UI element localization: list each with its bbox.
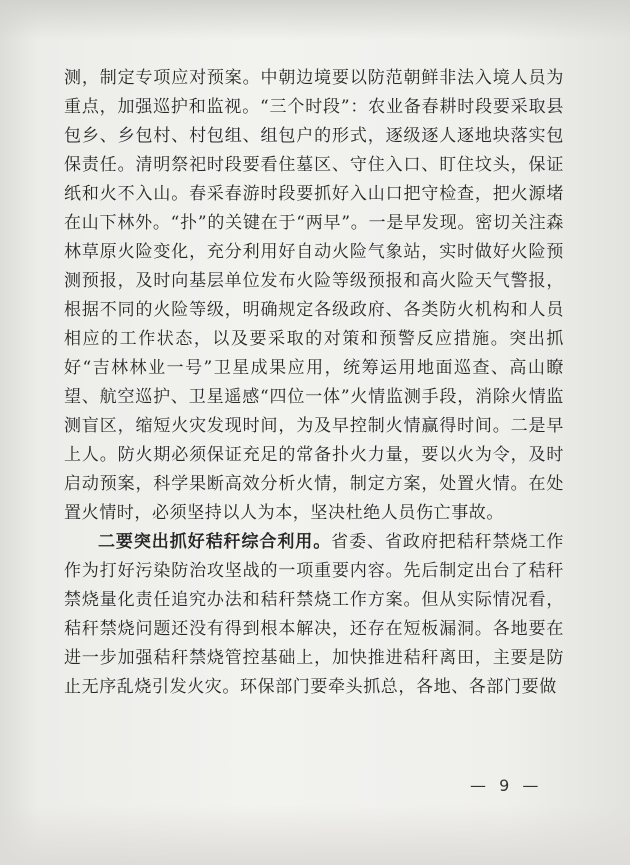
paragraph-straw-burning — [64, 528, 564, 702]
page-number: — 9 — — [470, 776, 543, 795]
scan-shadow — [0, 0, 630, 40]
document-body — [64, 64, 564, 702]
paragraph-body: 省委、省政府把秸秆禁烧工作作为打好污染防治攻坚战的一项重要内容。先后制定出台了秸秆禁烧量化责任追究办法和秸秆禁烧工作方案。但从实际情况看，秸秆禁烧问题还没有得到根本解决，还存在短板漏洞。各地要在进一步加强秸秆禁烧管控基础上，加快推进秸秆离田，主要是防止无序乱烧引发火灾。环保部门要牵头抓总，各地、各部门要做 — [64, 532, 564, 697]
scan-bottom-shade — [0, 805, 630, 865]
paragraph-continuation: 测，制定专项应对预案。中朝边境要以防范朝鲜非法入境人员为重点，加强巡护和监视。“三个时段”：农业备春耕时段要采取县包乡、乡包村、村包组、组包户的形式，逐级逐人逐地块落实包保责任。清明祭祀时段要看住墓区、守住入口、盯住坟头，保证纸和火不入山。春采春游时段要抓好入山口把守检查，把火源堵在山下林外。“扑”的关键在于“两早”。一是早发现。密切关注森林草原火险变化，充分利用好自动火险气象站，实时做好火险预测预报，及时向基层单位发布火险等级预报和高火险天气警报，根据不同的火险等级，明确规定各级政府、各类防火机构和人员相应的工作状态，以及要采取的对策和预警反应措施。突出抓好“吉林林业一号”卫星成果应用，统筹运用地面巡查、高山瞭望、航空巡护、卫星遥感“四位一体”火情监测手段，消除火情监测盲区，缩短火灾发现时间，为及早控制火情赢得时间。二是早上人。防火期必须保证充足的常备扑火力量，要以火为令，及时启动预案，科学果断高效分析火情，制定方案，处置火情。在处置火情时，必须坚持以人为本，坚决杜绝人员伤亡事故。 — [64, 68, 564, 523]
paragraph-heading: 二要突出抓好秸秆综合利用。 — [98, 532, 332, 552]
